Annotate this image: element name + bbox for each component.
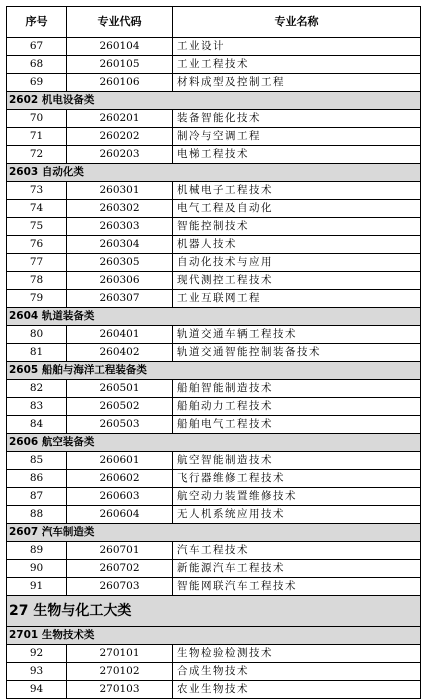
row-name-cell: 智能网联汽车工程技术 bbox=[173, 578, 421, 596]
row-name-cell: 汽车工程技术 bbox=[173, 542, 421, 560]
major-group-label: 27 生物与化工大类 bbox=[7, 596, 421, 627]
table-row bbox=[7, 398, 421, 416]
row-seq-cell: 78 bbox=[7, 272, 67, 290]
table-body bbox=[7, 38, 421, 699]
row-seq-cell: 68 bbox=[7, 56, 67, 74]
table-row bbox=[7, 74, 421, 92]
header-seq: 序号 bbox=[7, 7, 67, 38]
row-code-cell: 270102 bbox=[67, 663, 173, 681]
row-code-cell: 260307 bbox=[67, 290, 173, 308]
row-code-cell: 260701 bbox=[67, 542, 173, 560]
row-seq-cell: 81 bbox=[7, 344, 67, 362]
row-name-cell: 机械电子工程技术 bbox=[173, 182, 421, 200]
row-seq-cell: 82 bbox=[7, 380, 67, 398]
category-row bbox=[7, 92, 421, 110]
major-list-table bbox=[6, 6, 421, 699]
row-seq-cell: 75 bbox=[7, 218, 67, 236]
table-row bbox=[7, 542, 421, 560]
table-row bbox=[7, 56, 421, 74]
row-name-cell: 新能源汽车工程技术 bbox=[173, 560, 421, 578]
row-name-cell: 飞行器维修工程技术 bbox=[173, 470, 421, 488]
row-name-cell: 工业互联网工程 bbox=[173, 290, 421, 308]
row-code-cell: 260602 bbox=[67, 470, 173, 488]
table-row bbox=[7, 290, 421, 308]
row-seq-cell: 94 bbox=[7, 681, 67, 699]
table-row bbox=[7, 182, 421, 200]
row-seq-cell: 76 bbox=[7, 236, 67, 254]
row-seq-cell: 71 bbox=[7, 128, 67, 146]
category-row bbox=[7, 362, 421, 380]
row-name-cell: 现代测控工程技术 bbox=[173, 272, 421, 290]
table-row bbox=[7, 236, 421, 254]
row-name-cell: 船舶电气工程技术 bbox=[173, 416, 421, 434]
category-label: 2605 船舶与海洋工程装备类 bbox=[7, 362, 421, 380]
row-seq-cell: 67 bbox=[7, 38, 67, 56]
header-row bbox=[7, 7, 421, 38]
row-name-cell: 制冷与空调工程 bbox=[173, 128, 421, 146]
row-code-cell: 260203 bbox=[67, 146, 173, 164]
row-name-cell: 船舶智能制造技术 bbox=[173, 380, 421, 398]
row-code-cell: 260604 bbox=[67, 506, 173, 524]
row-name-cell: 航空智能制造技术 bbox=[173, 452, 421, 470]
row-name-cell: 轨道交通车辆工程技术 bbox=[173, 326, 421, 344]
table-row bbox=[7, 128, 421, 146]
header-name: 专业名称 bbox=[173, 7, 421, 38]
row-code-cell: 260601 bbox=[67, 452, 173, 470]
category-label: 2604 轨道装备类 bbox=[7, 308, 421, 326]
row-code-cell: 260104 bbox=[67, 38, 173, 56]
row-name-cell: 电梯工程技术 bbox=[173, 146, 421, 164]
document-page bbox=[6, 6, 420, 699]
row-name-cell: 工业设计 bbox=[173, 38, 421, 56]
row-code-cell: 270103 bbox=[67, 681, 173, 699]
category-row bbox=[7, 627, 421, 645]
table-row bbox=[7, 663, 421, 681]
row-seq-cell: 73 bbox=[7, 182, 67, 200]
table-row bbox=[7, 110, 421, 128]
major-group-row bbox=[7, 596, 421, 627]
header-code: 专业代码 bbox=[67, 7, 173, 38]
row-seq-cell: 79 bbox=[7, 290, 67, 308]
row-name-cell: 生物检验检测技术 bbox=[173, 645, 421, 663]
row-name-cell: 自动化技术与应用 bbox=[173, 254, 421, 272]
row-name-cell: 电气工程及自动化 bbox=[173, 200, 421, 218]
row-code-cell: 260304 bbox=[67, 236, 173, 254]
table-row bbox=[7, 344, 421, 362]
row-code-cell: 260201 bbox=[67, 110, 173, 128]
row-code-cell: 260302 bbox=[67, 200, 173, 218]
row-name-cell: 合成生物技术 bbox=[173, 663, 421, 681]
table-row bbox=[7, 645, 421, 663]
table-row bbox=[7, 416, 421, 434]
row-seq-cell: 72 bbox=[7, 146, 67, 164]
row-name-cell: 农业生物技术 bbox=[173, 681, 421, 699]
row-name-cell: 无人机系统应用技术 bbox=[173, 506, 421, 524]
row-code-cell: 260501 bbox=[67, 380, 173, 398]
table-row bbox=[7, 560, 421, 578]
table-row bbox=[7, 254, 421, 272]
row-seq-cell: 83 bbox=[7, 398, 67, 416]
category-row bbox=[7, 434, 421, 452]
category-label: 2607 汽车制造类 bbox=[7, 524, 421, 542]
table-row bbox=[7, 380, 421, 398]
table-row bbox=[7, 272, 421, 290]
row-code-cell: 260303 bbox=[67, 218, 173, 236]
row-seq-cell: 89 bbox=[7, 542, 67, 560]
row-seq-cell: 80 bbox=[7, 326, 67, 344]
row-seq-cell: 92 bbox=[7, 645, 67, 663]
row-seq-cell: 74 bbox=[7, 200, 67, 218]
row-code-cell: 260603 bbox=[67, 488, 173, 506]
category-row bbox=[7, 308, 421, 326]
category-label: 2606 航空装备类 bbox=[7, 434, 421, 452]
table-row bbox=[7, 326, 421, 344]
row-code-cell: 260402 bbox=[67, 344, 173, 362]
row-name-cell: 工业工程技术 bbox=[173, 56, 421, 74]
row-seq-cell: 88 bbox=[7, 506, 67, 524]
category-row bbox=[7, 164, 421, 182]
row-code-cell: 260105 bbox=[67, 56, 173, 74]
row-seq-cell: 69 bbox=[7, 74, 67, 92]
row-seq-cell: 93 bbox=[7, 663, 67, 681]
category-row bbox=[7, 524, 421, 542]
table-row bbox=[7, 146, 421, 164]
category-label: 2701 生物技术类 bbox=[7, 627, 421, 645]
row-seq-cell: 87 bbox=[7, 488, 67, 506]
table-row bbox=[7, 681, 421, 699]
row-name-cell: 智能控制技术 bbox=[173, 218, 421, 236]
row-name-cell: 装备智能化技术 bbox=[173, 110, 421, 128]
row-code-cell: 260106 bbox=[67, 74, 173, 92]
row-code-cell: 260503 bbox=[67, 416, 173, 434]
row-code-cell: 260401 bbox=[67, 326, 173, 344]
row-seq-cell: 91 bbox=[7, 578, 67, 596]
row-code-cell: 260703 bbox=[67, 578, 173, 596]
row-seq-cell: 86 bbox=[7, 470, 67, 488]
row-code-cell: 260306 bbox=[67, 272, 173, 290]
row-seq-cell: 70 bbox=[7, 110, 67, 128]
row-seq-cell: 77 bbox=[7, 254, 67, 272]
row-code-cell: 260305 bbox=[67, 254, 173, 272]
row-name-cell: 航空动力装置维修技术 bbox=[173, 488, 421, 506]
row-code-cell: 260202 bbox=[67, 128, 173, 146]
table-row bbox=[7, 200, 421, 218]
row-name-cell: 材料成型及控制工程 bbox=[173, 74, 421, 92]
table-row bbox=[7, 488, 421, 506]
row-code-cell: 260702 bbox=[67, 560, 173, 578]
table-header bbox=[7, 7, 421, 38]
table-row bbox=[7, 506, 421, 524]
row-code-cell: 270101 bbox=[67, 645, 173, 663]
row-seq-cell: 90 bbox=[7, 560, 67, 578]
category-label: 2603 自动化类 bbox=[7, 164, 421, 182]
row-name-cell: 船舶动力工程技术 bbox=[173, 398, 421, 416]
row-seq-cell: 85 bbox=[7, 452, 67, 470]
row-name-cell: 轨道交通智能控制装备技术 bbox=[173, 344, 421, 362]
row-name-cell: 机器人技术 bbox=[173, 236, 421, 254]
table-row bbox=[7, 452, 421, 470]
table-row bbox=[7, 218, 421, 236]
row-seq-cell: 84 bbox=[7, 416, 67, 434]
table-row bbox=[7, 470, 421, 488]
table-row bbox=[7, 38, 421, 56]
category-label: 2602 机电设备类 bbox=[7, 92, 421, 110]
row-code-cell: 260301 bbox=[67, 182, 173, 200]
row-code-cell: 260502 bbox=[67, 398, 173, 416]
table-row bbox=[7, 578, 421, 596]
